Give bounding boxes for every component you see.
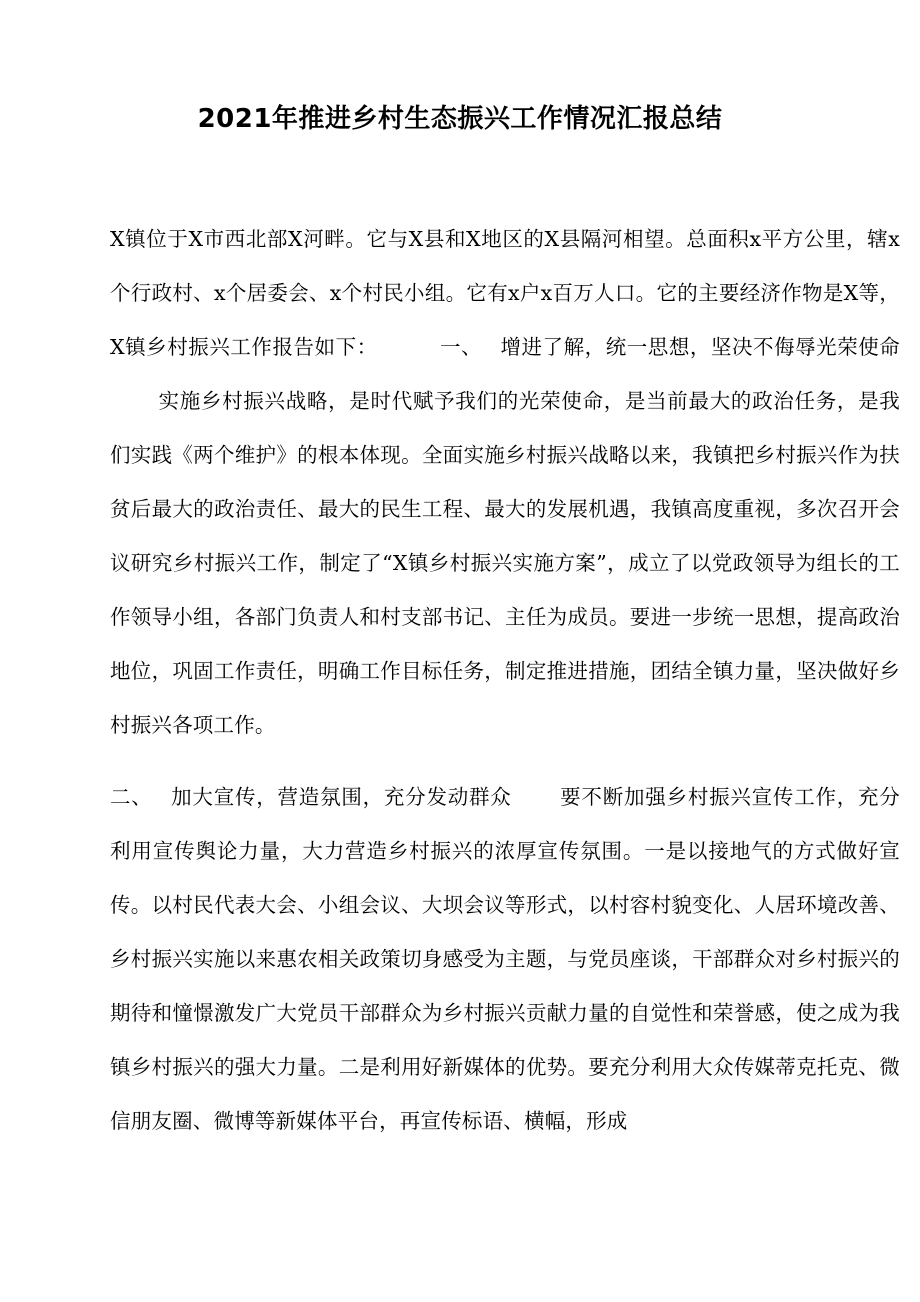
section-1-heading: 增进了解，统一思想，坚决不侮辱光荣使命 (500, 335, 900, 359)
section-2-body: 要不断加强乡村振兴宣传工作，充分利用宣传舆论力量，大力营造乡村振兴的浓厚宣传氛围。一是以接地气的方式做好宣传。以村民代表大会、小组会议、大坝会议等形式，以村容村貌变化、人居环境改善、乡村振兴实施以来惠农相关政策切身感受为主题，与党员座谈，干部群众对乡村振兴的期待和憧憬激发广大党员干部群众为乡村振兴贡献力量的自觉性和荣誉感，使之成为我镇乡村振兴的强大力量。二是利用好新媒体的优势。要充分利用大众传媒蒂克托克、微信朋友圈、微博等新媒体平台，再宣传标语、横幅，形成 (110, 785, 901, 1133)
section-1-body: 实施乡村振兴战略，是时代赋予我们的光荣使命，是当前最大的政治任务，是我们实践《两个维护》的根本体现。全面实施乡村振兴战略以来，我镇把乡村振兴作为扶贫后最大的政治责任、最大的民生工程、最大的发展机遇，我镇高度重视，多次召开会议研究乡村振兴工作，制定了“X镇乡村振兴实施方案”，成立了以党政领导为组长的工作领导小组，各部门负责人和村支部书记、主任为成员。要进一步统一思想，提高政治地位，巩固工作责任，明确工作目标任务，制定推进措施，团结全镇力量，坚决做好乡村振兴各项工作。 (110, 389, 900, 737)
paragraph-1-intro: X镇位于X市西北部X河畔。它与X县和X地区的X县隔河相望。总面积x平方公里，辖x个行政村、x个居委会、x个村民小组。它有x户x百万人口。它的主要经济作物是X等，X镇乡村振兴工作报告如下： (110, 227, 900, 359)
paragraph-2 (66, 770, 900, 1148)
paragraph-1 (66, 212, 900, 752)
section-2-heading: 加大宣传，营造氛围，充分发动群众 (170, 785, 512, 809)
document-title: 2021年推进乡村生态振兴工作情况汇报总结 (197, 104, 723, 134)
section-1-number: 一、 (439, 335, 483, 359)
section-2-number: 二、 (110, 785, 153, 809)
